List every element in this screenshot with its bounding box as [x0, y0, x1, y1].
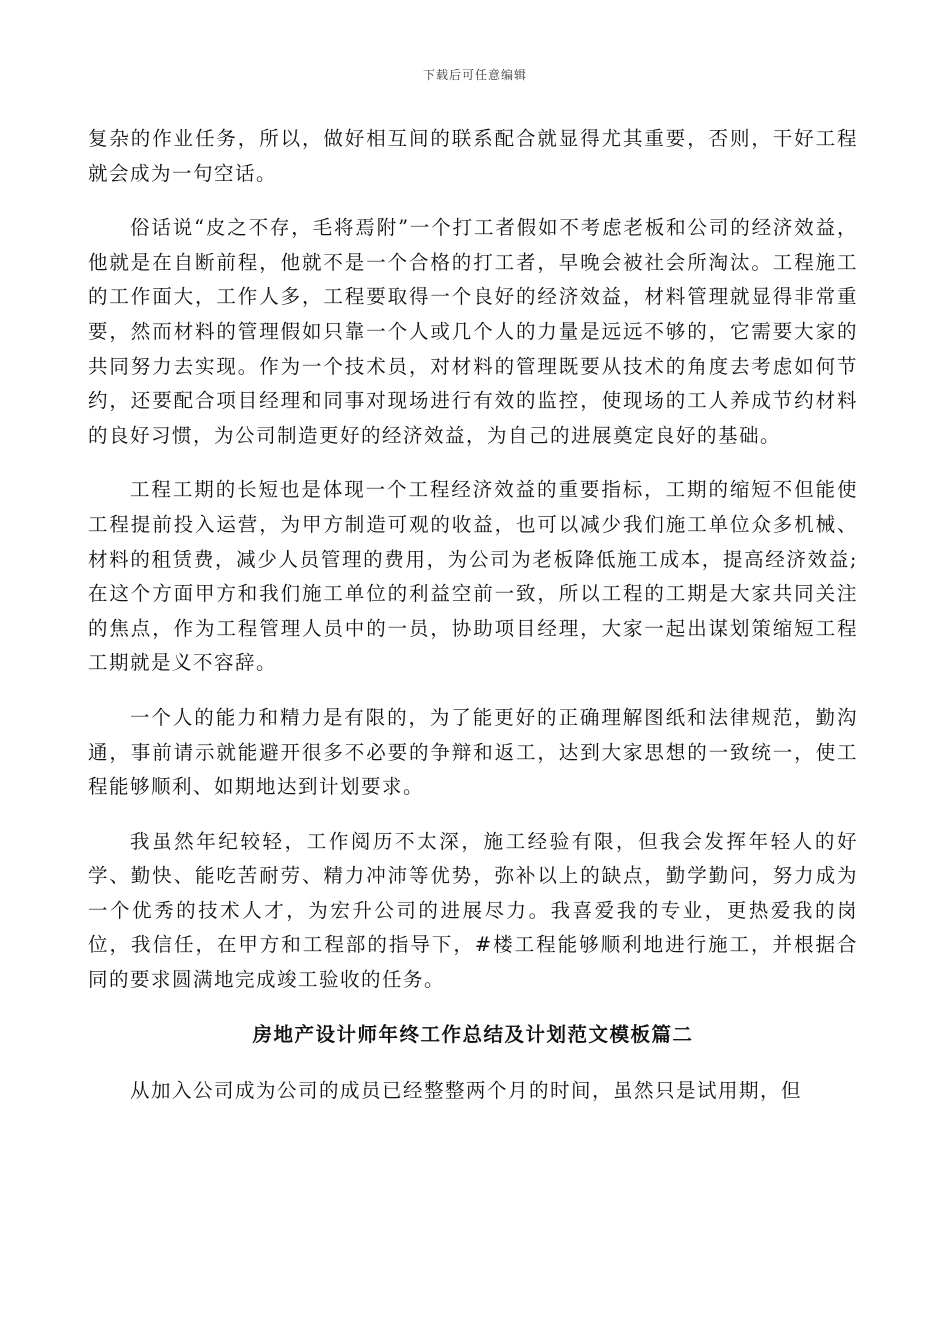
page-header-note: 下载后可任意编辑 — [422, 68, 527, 82]
paragraph-schedule: 工程工期的长短也是体现一个工程经济效益的重要指标，工期的缩短不但能使工程提前投入运营，为甲方制造可观的收益，也可以减少我们施工单位众多机械、材料的租赁费，减少人员管理的费用，为公司为老板降低施工成本，提高经济效益;在这个方面甲方和我们施工单位的利益空前一致，所以工程的工期是大家共同关注的焦点，作为工程管理人员中的一员，协助项目经理，大家一起出谋划策缩短工程工期就是义不容辞。 — [88, 478, 858, 675]
paragraph-communication: 一个人的能力和精力是有限的，为了能更好的正确理解图纸和法律规范，勤沟通，事前请示就能避开很多不必要的争辩和返工，达到大家思想的一致统一，使工程能够顺利、如期地达到计划要求。 — [88, 705, 858, 799]
paragraph-continuation: 复杂的作业任务，所以，做好相互间的联系配合就显得尤其重要，否则，干好工程就会成为一句空话。 — [88, 127, 858, 185]
paragraph-self-assessment: 我虽然年纪较轻，工作阅历不太深，施工经验有限，但我会发挥年轻人的好学、勤快、能吃苦耐劳、精力冲沛等优势，弥补以上的缺点，勤学勤问，努力成为一个优秀的技术人才，为宏升公司的进展尽力。我喜爱我的专业，更热爱我的岗位，我信任，在甲方和工程部的指导下，#楼工程能够顺利地进行施工，并根据合同的要求圆满地完成竣工验收的任务。 — [88, 829, 858, 992]
paragraph-economic-benefit: 俗话说“皮之不存，毛将焉附”一个打工者假如不考虑老板和公司的经济效益，他就是在自断前程，他就不是一个合格的打工者，早晚会被社会所淘汰。工程施工的工作面大，工作人多，工程要取得一个良好的经济效益，材料管理就显得非常重要，然而材料的管理假如只靠一个人或几个人的力量是远远不够的，它需要大家的共同努力去实现。作为一个技术员，对材料的管理既要从技术的角度去考虑如何节约，还要配合项目经理和同事对现场进行有效的监控，使现场的工人养成节约材料的良好习惯，为公司制造更好的经济效益，为自己的进展奠定良好的基础。 — [88, 216, 858, 447]
section-title: 房地产设计师年终工作总结及计划范文模板篇二 — [252, 1022, 694, 1046]
document-body — [88, 122, 858, 1128]
paragraph-part-two-intro: 从加入公司成为公司的成员已经整整两个月的时间，虽然只是试用期，但 — [130, 1078, 803, 1102]
